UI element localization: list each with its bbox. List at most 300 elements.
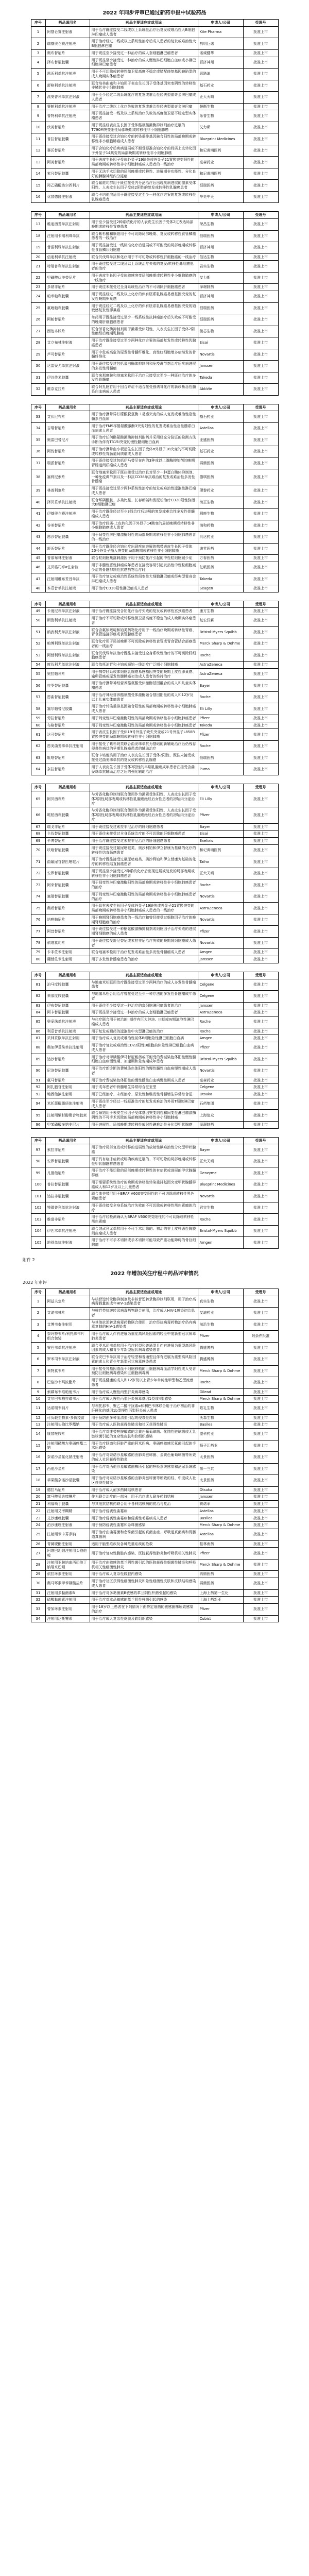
- column-header: 序号: [31, 1289, 45, 1296]
- table-cell: 批准上市: [243, 1121, 278, 1128]
- table-cell: 22: [31, 1507, 45, 1515]
- table-row: [31, 1501, 278, 1508]
- table-cell: Seagen: [198, 585, 243, 592]
- table-cell: 用于既往至少接受过2种系统化疗后出现进展或复发的局部晚期或转移性非小细胞肺癌患者: [90, 868, 198, 879]
- table-cell: 塞利尼索片: [45, 469, 90, 485]
- table-cell: 百济神州: [198, 291, 243, 303]
- table-row: [31, 626, 278, 638]
- table-header-row: [31, 601, 278, 608]
- table-cell: 氟唑帕利胶囊: [45, 302, 90, 314]
- table-cell: 单药用于既往接受过至少一线系统性抗肿瘤治疗后失败或不可耐受的晚期肝细胞癌患者: [90, 314, 198, 326]
- table-cell: 依维莫司片: [45, 937, 90, 949]
- table-cell: 批准上市: [243, 703, 278, 715]
- table-cell: 13: [31, 1421, 45, 1429]
- table-cell: 14: [31, 168, 45, 180]
- table-cell: 和记黄埔医药: [198, 145, 243, 157]
- table-row: [31, 1009, 278, 1016]
- table-cell: 75: [31, 903, 45, 914]
- table-cell: 批准上市: [243, 956, 278, 963]
- table-cell: 批准上市: [243, 1388, 278, 1396]
- table-cell: 用于间变性淋巴瘤激酶阳性的局部晚期或转移性非小细胞肺癌患者的一线治疗: [90, 532, 198, 544]
- table-cell: 批准上市: [243, 729, 278, 741]
- table-cell: 豪森药业: [198, 1077, 243, 1084]
- table-cell: Roche: [198, 1028, 243, 1035]
- table-cell: 用于治疗复发或难治性CD22阳性B细胞前体急性淋巴细胞白血病成人患者: [90, 1042, 198, 1054]
- table-cell: 批准上市: [243, 230, 278, 242]
- table-cell: 批准上市: [243, 1214, 278, 1226]
- table-container-2: [0, 1289, 309, 1628]
- table-cell: 用于治疗新诊断的费城染色体阳性的慢性髓性白血病慢性期成人患者: [90, 1065, 198, 1077]
- table-cell: 奥希替尼片: [45, 903, 90, 914]
- table-cell: 卡度尼利单抗注射液: [45, 608, 90, 615]
- table-cell: 用于既往接受过包括蛋白酶体抑制剂和免疫调节剂治疗后疾病进展的多发性骨髓瘤: [90, 361, 198, 372]
- table-cell: 用于治疗由敏感的革兰阴性菌引起的医院获得性细菌性肺炎和呼吸机相关性细菌性肺炎: [90, 1559, 198, 1571]
- table-cell: 57: [31, 691, 45, 703]
- table-cell: 用于既往至少接受过一种治疗的套细胞淋巴瘤患者的治疗: [90, 1002, 198, 1009]
- table-cell: 泽贝妥单抗注射液: [45, 497, 90, 509]
- drug-table: [31, 1289, 279, 1623]
- table-cell: 批准上市: [243, 180, 278, 192]
- table-row: [31, 1463, 278, 1475]
- table-cell: 注射用艾考糊精: [45, 1507, 90, 1515]
- table-row: [31, 1559, 278, 1571]
- table-cell: 44: [31, 543, 45, 555]
- table-cell: Roche: [198, 1214, 243, 1226]
- table-cell: 卡博替尼片: [45, 838, 90, 845]
- table-row: [31, 1365, 278, 1377]
- table-cell: 用于治疗对甲磺酸伊马替尼耐药或不耐受的费城染色体阳性慢性髓细胞白血病慢性期、加速期和急变期成年患者: [90, 1054, 198, 1065]
- table-cell: 盟科药业: [198, 1429, 243, 1440]
- table-cell: 康方生物: [198, 608, 243, 615]
- table-cell: 注射用紫杉醇聚合物胶束: [45, 1110, 90, 1122]
- table-cell: 再鼎医药: [198, 457, 243, 469]
- table-cell: 20: [31, 1494, 45, 1501]
- table-cell: 真实生物: [198, 1296, 243, 1308]
- table-row: [31, 949, 278, 956]
- table-cell: 与芳香化酶抑制剂联合使用作为激素受体阳性、人表皮生长因子受体2阴性局部晚期或转移性乳腺癌绝经后女性患者的初始内分泌治疗: [90, 791, 198, 807]
- table-cell: 联合卡培他滨用于治疗人表皮生长因子受体2阳性、既往未接受或接受过曲妥珠单抗的复发或转移性乳腺癌: [90, 752, 198, 764]
- column-header: 受理号: [243, 784, 278, 791]
- table-cell: Blueprint Medicines: [198, 1179, 243, 1191]
- table-cell: 用于既往接受舒尼替尼或索拉非尼治疗失败的晚期肾细胞癌成人患者: [90, 937, 198, 949]
- table-cell: 批准上市: [243, 509, 278, 520]
- table-cell: 泽布替尼胶囊: [45, 57, 90, 69]
- table-cell: Bristol-Myers Squibb: [198, 1054, 243, 1065]
- column-header: 申请人/公司: [198, 972, 243, 979]
- table-cell: 批准上市: [243, 372, 278, 384]
- table-cell: 与利托那韦、聚乙二醇干扰素α和利巴韦林联合用于治疗初治的非肝硬化的基因1b型慢性丙型肝炎成人患者: [90, 1403, 198, 1415]
- table-cell: 思路迪: [198, 69, 243, 80]
- table-cell: 2: [31, 38, 45, 50]
- table-cell: 替雷利珠单抗注射液: [45, 242, 90, 254]
- section2-subtitle: 2022 年审评: [23, 1280, 47, 1285]
- table-row: [31, 1308, 278, 1319]
- column-header: 药品通用名: [45, 212, 90, 219]
- table-cell: 哌柏西利胶囊: [45, 807, 90, 823]
- table-cell: 用于进展性、局部晚期或转移性放射性碘难治性分化型甲状腺癌: [90, 1121, 198, 1128]
- table-row: [31, 1515, 278, 1522]
- table-cell: 米托蒽醌脂质体注射液: [45, 1098, 90, 1110]
- table-cell: 达雷妥尤单抗注射液: [45, 361, 90, 372]
- table-cell: 恒瑞医药: [198, 230, 243, 242]
- table-cell: 45: [31, 555, 45, 562]
- table-cell: 用于非髓性恶性肿瘤成年患者在接受容易引起发热性中性粒细胞减少症的骨髓抑制性抗癌药物治疗时: [90, 562, 198, 573]
- table-cell: 太景医药: [198, 1475, 243, 1487]
- table-cell: 恩美曲妥珠单抗注射用: [45, 740, 90, 752]
- table-cell: 注射用米卡芬净钠: [45, 1529, 90, 1541]
- table-cell: Pfizer: [198, 807, 243, 823]
- table-cell: 用于表皮生长因子受体外显子19缺失或外显子21置换突变阳性的局部晚期或转移性非小细胞肺癌成人患者的一线治疗: [90, 157, 198, 168]
- table-cell: 用于治疗对本品敏感的革兰阴性杆菌引起的感染: [90, 1597, 198, 1604]
- table-cell: 布格替尼片: [45, 722, 90, 729]
- table-cell: 批准上市: [243, 1144, 278, 1156]
- table-cell: 用于治疗既往接受过索拉非尼治疗的肝细胞癌患者: [90, 838, 198, 845]
- table-cell: 59: [31, 715, 45, 722]
- table-cell: 批准上市: [243, 543, 278, 555]
- table-cell: 上海上药新亚: [198, 1597, 243, 1604]
- table-row: [31, 291, 278, 303]
- table-cell: 用于既往接受过一线标准化疗后进展或不可耐受的局部晚期或转移性食管鳞状细胞癌: [90, 242, 198, 254]
- table-cell: 批准上市: [243, 1515, 278, 1522]
- table-cell: 52: [31, 638, 45, 650]
- table-cell: 19: [31, 1486, 45, 1494]
- table-cell: 92: [31, 1084, 45, 1091]
- table-cell: 批准上市: [243, 1589, 278, 1597]
- table-cell: 上海谊众: [198, 1110, 243, 1122]
- table-cell: 伊沙佐米胶囊: [45, 372, 90, 384]
- table-cell: 批准上市: [243, 1501, 278, 1508]
- table-cell: 批准上市: [243, 1507, 278, 1515]
- table-row: [31, 1615, 278, 1622]
- table-cell: 石药集团: [198, 1098, 243, 1110]
- table-cell: 批准上市: [243, 903, 278, 914]
- table-cell: 再鼎医药: [198, 1578, 243, 1590]
- table-cell: Amgen: [198, 1035, 243, 1042]
- table-cell: 与其他抗逆转录病毒药物联合使用，治疗经抗病毒药物治疗仍有病毒复制的HIV-1感染者: [90, 1319, 198, 1331]
- table-cell: 奈诺沙星氯化钠注射液: [45, 1452, 90, 1464]
- table-cell: 联合罗米司韦单抗用于治疗轻型和普通型且伴有进展为重型高风险因素的成人和青少年新型冠状病毒感染患者: [90, 1342, 198, 1354]
- table-cell: 72: [31, 868, 45, 879]
- table-cell: 批准上市: [243, 1156, 278, 1167]
- table-cell: 泊沙康唑注射液: [45, 1522, 90, 1529]
- table-cell: 注射用卡瑞利珠单抗: [45, 230, 90, 242]
- column-header: 序号: [31, 20, 45, 27]
- table-row: [31, 562, 278, 573]
- table-cell: 9: [31, 110, 45, 122]
- table-cell: 100: [31, 1179, 45, 1191]
- table-cell: 99: [31, 1167, 45, 1179]
- table-row: [31, 284, 278, 291]
- table-cell: 17: [31, 1463, 45, 1475]
- table-cell: 93: [31, 1091, 45, 1098]
- table-cell: 用于预防侵袭性曲霉和念珠菌感染: [90, 1522, 198, 1529]
- table-row: [31, 807, 278, 823]
- table-cell: 用于治疗既往接受二线或以上系统性治疗后复发或难治性大B细胞淋巴瘤成人患者: [90, 26, 198, 38]
- table-cell: 用于治疗FMS样酪氨酸激酶3突变阳性的复发或难治性急性髓系白血病成人患者: [90, 422, 198, 434]
- table-cell: 派安普利单抗注射液: [45, 92, 90, 104]
- table-cell: Takeda: [198, 372, 243, 384]
- drug-table: [31, 784, 279, 963]
- table-cell: 29: [31, 349, 45, 361]
- table-cell: 用于已经治疗、未经治疗、原发性和继发性骨髓增生异常综合征: [90, 1091, 198, 1098]
- table-row: [31, 1098, 278, 1110]
- table-cell: 48: [31, 585, 45, 592]
- table-cell: 76: [31, 914, 45, 926]
- table-cell: 万春医药: [198, 555, 243, 562]
- table-cell: 帕米帕利胶囊: [45, 291, 90, 303]
- table-cell: 批准上市: [243, 1475, 278, 1487]
- attachment-label: 附件 2: [23, 1257, 35, 1262]
- table-cell: 67: [31, 823, 45, 831]
- table-cell: 用于治疗CD30阳性淋巴瘤成人患者: [90, 585, 198, 592]
- table-cell: 替加环素注射用: [45, 1604, 90, 1616]
- table-cell: Blueprint Medicines: [198, 133, 243, 145]
- table-row: [31, 1440, 278, 1452]
- table-cell: 33: [31, 411, 45, 423]
- column-header: 申请人/公司: [198, 1289, 243, 1296]
- table-cell: 38: [31, 469, 45, 485]
- table-row: [31, 1522, 278, 1529]
- table-cell: 39: [31, 485, 45, 497]
- table-cell: 拉罗替尼胶囊: [45, 680, 90, 692]
- table-cell: 用于治疗任何酪氨酸激酶抑制剂耐药并采用经充分验证的检测方法诊断为伴有T315I突变的慢性髓细胞白血病: [90, 434, 198, 446]
- table-cell: Merck Sharp & Dohme: [198, 1559, 243, 1571]
- column-header: 受理号: [243, 601, 278, 608]
- table-cell: 95: [31, 1110, 45, 1122]
- table-cell: 艾尔巴韦格拉瑞韦片: [45, 1396, 90, 1403]
- table-cell: 巴洛沙韦玛波酯片: [45, 1377, 90, 1389]
- table-cell: 批准上市: [243, 1084, 278, 1091]
- page-title: 2022 年同步评审已通过新药申报中试验药品: [102, 10, 207, 16]
- table-cell: 批准上市: [243, 1077, 278, 1084]
- table-cell: Celgene: [198, 1084, 243, 1091]
- table-cell: 芦可替尼片: [45, 349, 90, 361]
- table-cell: Novartis: [198, 914, 243, 926]
- table-cell: 多纳非尼片: [45, 284, 90, 291]
- table-cell: 腾盛博药: [198, 1342, 243, 1354]
- table-row: [31, 1403, 278, 1415]
- table-cell: 用于治疗成人复杂性腹腔内感染: [90, 1571, 198, 1578]
- table-cell: 15: [31, 180, 45, 192]
- table-cell: 用于治疗复杂性腹腔内感染、医院获得性肺炎和呼吸机相关性肺炎: [90, 1548, 198, 1560]
- table-row: [31, 1507, 278, 1515]
- table-cell: 批准上市: [243, 562, 278, 573]
- table-row: [31, 372, 278, 384]
- document-page: [0, 8, 309, 2576]
- table-row: [31, 729, 278, 741]
- table-cell: 用于晚期肾细胞癌患者的一线治疗和曾经接受过细胞因子治疗的晚期肾细胞癌的治疗: [90, 914, 198, 926]
- table-row: [31, 434, 278, 446]
- table-cell: 联合贝伐珠单抗和化疗用于不可切除或转移性肝细胞癌的一线治疗: [90, 253, 198, 261]
- table-cell: 普那布林注射液: [45, 555, 90, 562]
- table-cell: 百济神州: [198, 57, 243, 69]
- table-cell: 用于治疗二线以上化疗失败的复发或难治性经典型霍奇金淋巴瘤: [90, 103, 198, 110]
- table-row: [31, 662, 278, 669]
- table-cell: 批准上市: [243, 291, 278, 303]
- table-row: [31, 349, 278, 361]
- table-row: [31, 1156, 278, 1167]
- table-cell: 用于既往接受过索拉非尼治疗的肝细胞癌患者: [90, 823, 198, 831]
- table-cell: 批准上市: [243, 722, 278, 729]
- table-cell: 批准上市: [243, 926, 278, 938]
- table-cell: 64: [31, 764, 45, 775]
- table-cell: 68: [31, 831, 45, 838]
- table-cell: 73: [31, 879, 45, 891]
- table-row: [31, 856, 278, 868]
- table-cell: 奈拉替尼片: [45, 764, 90, 775]
- table-cell: 103: [31, 1214, 45, 1226]
- table-cell: 8: [31, 1377, 45, 1389]
- table-cell: AstraZeneca: [198, 1009, 243, 1016]
- table-cell: 艾力斯: [198, 122, 243, 133]
- table-cell: 104: [31, 1225, 45, 1237]
- table-cell: 用于治疗社区获得性细菌性肺炎和急性细菌性皮肤和皮肤结构感染成人患者: [90, 1578, 198, 1590]
- table-cell: 艾力斯: [198, 272, 243, 284]
- table-cell: 来那度胺胶囊: [45, 991, 90, 1003]
- table-cell: 用于治疗既往接受过至少两种化疗方案的局部复发性或转移性乳腺癌患者: [90, 337, 198, 349]
- table-cell: 贝达药业: [198, 532, 243, 544]
- table-row: [31, 219, 278, 231]
- table-row: [31, 1110, 278, 1122]
- table-cell: 批准上市: [243, 411, 278, 423]
- table-cell: Janssen: [198, 1002, 243, 1009]
- table-cell: 泽璟制药: [198, 1121, 243, 1128]
- table-cell: 用于既往接受过包括伊马替尼在内的3种或以上激酶抑制剂的晚期胃肠道间质瘤成人患者: [90, 457, 198, 469]
- table-row: [31, 1589, 278, 1597]
- table-cell: 奥妥珠单抗注射液: [45, 1016, 90, 1028]
- table-row: [31, 103, 278, 110]
- table-cell: 批准上市: [243, 1009, 278, 1016]
- table-cell: 与其他抗结核药联合用于各种结核病的初治与复治: [90, 1501, 198, 1508]
- table-cell: 批准上市: [243, 1559, 278, 1571]
- table-cell: 4: [31, 57, 45, 69]
- table-cell: 艾博韦泰注射用: [45, 1319, 90, 1331]
- table-cell: 阿帕替尼片: [45, 314, 90, 326]
- table-cell: 批准上市: [243, 914, 278, 926]
- table-cell: 阿维巴坦钠注射用头孢他啶: [45, 1548, 90, 1560]
- table-row: [31, 722, 278, 729]
- table-cell: 用于治疗侵袭性曲霉病: [90, 1507, 198, 1515]
- table-cell: 用于既往至少接受过一种治疗的成人套细胞淋巴瘤患者: [90, 1009, 198, 1016]
- table-cell: 批准上市: [243, 891, 278, 903]
- table-cell: 批准上市: [243, 1035, 278, 1042]
- table-cell: 扬子江药业: [198, 1440, 243, 1452]
- table-cell: 索拉非尼片: [45, 1144, 90, 1156]
- table-cell: 赛沃替尼片: [45, 145, 90, 157]
- table-cell: Takeda: [198, 722, 243, 729]
- column-header: 药品主要适应症或用途: [90, 601, 198, 608]
- table-cell: 与芳香化酶抑制剂联合使用作为激素受体阳性、人表皮生长因子受体2阴性局部晚期或转移性乳腺癌绝经后女性患者的初始内分泌治疗: [90, 807, 198, 823]
- table-cell: 恒瑞医药: [198, 314, 243, 326]
- table-cell: 奥布替尼片: [45, 49, 90, 57]
- table-cell: 55: [31, 668, 45, 680]
- table-cell: 度伐利尤单抗注射液: [45, 662, 90, 669]
- table-cell: 用于治疗由曲霉菌和念珠菌引起的真菌血症、呼吸道真菌病和胃肠道真菌病: [90, 1529, 198, 1541]
- table-cell: 批准上市: [243, 608, 278, 615]
- table-row: [31, 242, 278, 254]
- table-cell: 用于既往接受一线及以上系统治疗失败的高度微卫星不稳定型实体瘤患者: [90, 110, 198, 122]
- table-row: [31, 457, 278, 469]
- table-cell: 6: [31, 80, 45, 92]
- column-header: 申请人/公司: [198, 784, 243, 791]
- table-cell: 81: [31, 979, 45, 991]
- table-cell: 25: [31, 1529, 45, 1541]
- table-cell: 林普利塞片: [45, 485, 90, 497]
- table-cell: 艾立布林注射液: [45, 337, 90, 349]
- table-cell: 用于人表皮生长因子受体2阳性的早期乳腺癌成年患者在接受含曲妥珠单抗辅助治疗之后的强化辅助治疗: [90, 764, 198, 775]
- table-row: [31, 1548, 278, 1560]
- table-row: [31, 469, 278, 485]
- table-row: [31, 1144, 278, 1156]
- table-cell: 批准上市: [243, 1540, 278, 1548]
- table-row: [31, 608, 278, 615]
- table-cell: 23: [31, 284, 45, 291]
- table-cell: 与核苷类抗逆转录病毒药物联合使用，治疗成人HIV-1感染初治患者: [90, 1308, 198, 1319]
- table-cell: 甲苯磺酸多纳非尼片: [45, 1121, 90, 1128]
- table-cell: 吉瑞替尼片: [45, 422, 90, 434]
- table-header-row: [31, 1289, 278, 1296]
- table-cell: 用于既往至少接受过一种治疗的成人套细胞淋巴瘤患者: [90, 49, 198, 57]
- table-cell: 青蒿琥酯注射用: [45, 1540, 90, 1548]
- table-cell: 用于治疗神经营养酪氨酸受体激酶融合基因阳性的成人和12岁及以上儿童实体瘤患者: [90, 691, 198, 703]
- table-cell: 66: [31, 807, 45, 823]
- table-cell: 卡非佐米注射用: [45, 949, 90, 956]
- table-cell: 用于既往健康的成人和12岁及以上青少年单纯性甲型和乙型流感患者: [90, 1377, 198, 1389]
- table-row: [31, 1191, 278, 1202]
- table-row: [31, 1540, 278, 1548]
- table-cell: 驯鹿生物: [198, 509, 243, 520]
- table-cell: 瑞派替尼片: [45, 457, 90, 469]
- table-row: [31, 26, 278, 38]
- table-cell: 用于治疗对多黏菌素B敏感的革兰阴性杆菌引起的感染: [90, 1589, 198, 1597]
- table-cell: 27: [31, 326, 45, 337]
- table-cell: 77: [31, 926, 45, 938]
- table-cell: 海正生物: [198, 497, 243, 509]
- table-row: [31, 1396, 278, 1403]
- table-cell: 批准上市: [243, 1396, 278, 1403]
- table-cell: 批准上市: [243, 1578, 278, 1590]
- table-cell: 尼洛替尼胶囊: [45, 1065, 90, 1077]
- table-cell: 用于治疗经检测确认为BRAF V600突变阳性的不可切除或转移性黑色素瘤: [90, 1214, 198, 1226]
- table-row: [31, 1084, 278, 1091]
- table-cell: 基石药业: [198, 80, 243, 92]
- table-cell: 联合地塞米松用于治疗复发或难治性多发性骨髓瘤成人患者: [90, 949, 198, 956]
- drug-table: [31, 19, 279, 203]
- table-row: [31, 638, 278, 650]
- table-cell: 达沙替尼片: [45, 1054, 90, 1065]
- table-row: [31, 914, 278, 926]
- table-cell: 恒瑞医药: [198, 752, 243, 764]
- table-cell: 批准上市: [243, 122, 278, 133]
- table-cell: 附条件批准: [243, 1331, 278, 1343]
- table-cell: 君实生物: [198, 1202, 243, 1214]
- table-cell: 德琪医药: [198, 469, 243, 485]
- table-cell: 基石药业: [198, 446, 243, 457]
- table-cell: 2: [31, 1308, 45, 1319]
- table-cell: 批准上市: [243, 937, 278, 949]
- table-cell: 33: [31, 1604, 45, 1616]
- table-cell: Genzyme: [198, 1167, 243, 1179]
- table-cell: 泊马度胺胶囊: [45, 979, 90, 991]
- table-cell: 维迪西妥单抗注射用: [45, 219, 90, 231]
- table-cell: 22: [31, 272, 45, 284]
- table-row: [31, 1377, 278, 1389]
- table-cell: 批准上市: [243, 469, 278, 485]
- table-cell: 用于治疗携带血小板衍生生长因子受体α外显子18突变的不可切除或转移性胃肠道间质瘤成人患者: [90, 446, 198, 457]
- table-row: [31, 891, 278, 903]
- table-cell: 4: [31, 1331, 45, 1343]
- table-cell: 批准上市: [243, 1440, 278, 1452]
